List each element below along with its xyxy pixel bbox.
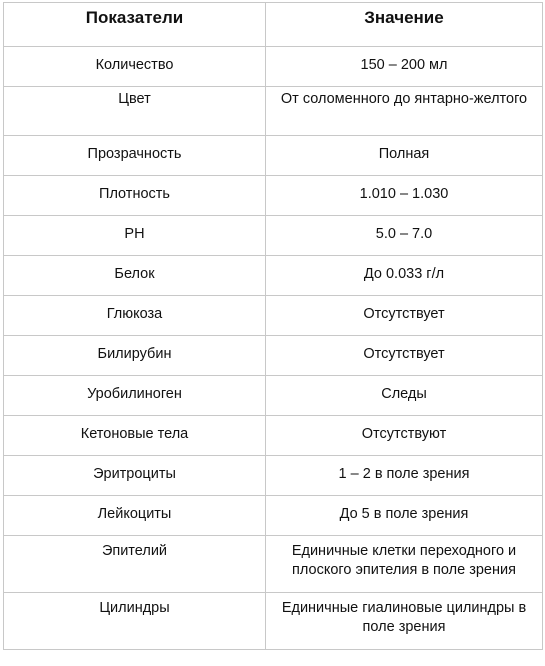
table-row bbox=[4, 456, 543, 496]
indicator-cell: Лейкоциты bbox=[4, 496, 266, 536]
indicator-cell: Глюкоза bbox=[4, 296, 266, 336]
table-row bbox=[4, 136, 543, 176]
value-cell: До 0.033 г/л bbox=[266, 256, 543, 296]
table-row bbox=[4, 336, 543, 376]
table-row bbox=[4, 256, 543, 296]
value-cell: Следы bbox=[266, 376, 543, 416]
indicator-cell: Эритроциты bbox=[4, 456, 266, 496]
value-cell: Отсутствует bbox=[266, 296, 543, 336]
value-cell: 5.0 – 7.0 bbox=[266, 216, 543, 256]
table-row bbox=[4, 47, 543, 87]
indicator-cell: PH bbox=[4, 216, 266, 256]
value-cell: Отсутствуют bbox=[266, 416, 543, 456]
table-row bbox=[4, 296, 543, 336]
value-cell: Единичные клетки переходного и плоского эпителия в поле зрения bbox=[266, 536, 543, 593]
table-row bbox=[4, 536, 543, 593]
value-cell: Отсутствует bbox=[266, 336, 543, 376]
table-row bbox=[4, 176, 543, 216]
value-cell: 150 – 200 мл bbox=[266, 47, 543, 87]
indicator-cell: Белок bbox=[4, 256, 266, 296]
indicator-cell: Прозрачность bbox=[4, 136, 266, 176]
header-indicator: Показатели bbox=[4, 3, 266, 47]
table-row bbox=[4, 376, 543, 416]
value-cell: 1 – 2 в поле зрения bbox=[266, 456, 543, 496]
indicator-cell: Плотность bbox=[4, 176, 266, 216]
value-cell: 1.010 – 1.030 bbox=[266, 176, 543, 216]
table-header-row bbox=[4, 3, 543, 47]
indicator-cell: Билирубин bbox=[4, 336, 266, 376]
indicator-cell: Кетоновые тела bbox=[4, 416, 266, 456]
value-cell: От соломенного до янтарно-желтого bbox=[266, 87, 543, 136]
value-cell: Полная bbox=[266, 136, 543, 176]
value-cell: До 5 в поле зрения bbox=[266, 496, 543, 536]
indicator-cell: Цвет bbox=[4, 87, 266, 136]
table-row bbox=[4, 216, 543, 256]
indicator-cell: Эпителий bbox=[4, 536, 266, 593]
table-row bbox=[4, 496, 543, 536]
reference-values-table bbox=[3, 2, 543, 650]
indicator-cell: Уробилиноген bbox=[4, 376, 266, 416]
indicator-cell: Цилиндры bbox=[4, 593, 266, 650]
indicator-cell: Количество bbox=[4, 47, 266, 87]
header-value: Значение bbox=[266, 3, 543, 47]
table-row bbox=[4, 87, 543, 136]
table-row bbox=[4, 593, 543, 650]
value-cell: Единичные гиалиновые цилиндры в поле зрения bbox=[266, 593, 543, 650]
table-row bbox=[4, 416, 543, 456]
